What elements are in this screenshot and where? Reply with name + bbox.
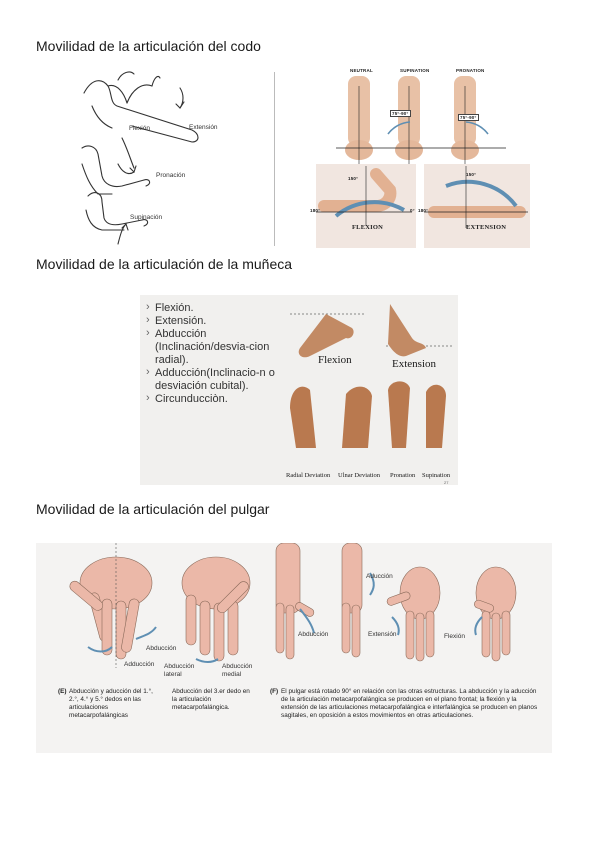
label-adduccion: Adducción <box>124 661 155 668</box>
label-ext-start: 180° <box>418 208 429 213</box>
label-abduccion-medial: Abducción medial <box>222 663 253 678</box>
wrist-bullet-item: › Adducción(Inclinacio-n o desviación cubital). <box>146 367 286 393</box>
label-wrist-flexion: Flexion <box>318 354 352 366</box>
label-deg-sup: 75°-90° <box>392 111 409 116</box>
label-deg-pro: 75°-90° <box>460 115 477 120</box>
wrist-bullet-item: › Abducción (Inclinación/desvia-cion radial). <box>146 328 286 367</box>
label-pronation-photo: PRONATION <box>456 68 485 73</box>
label-flex-end: 0° <box>410 208 415 213</box>
label-wrist-extension: Extension <box>392 358 436 370</box>
wrist-bullet-item: › Extensión. <box>146 315 286 328</box>
wrist-bullet-item: › Circunducciòn. <box>146 393 286 406</box>
label-neutral: NEUTRAL <box>350 68 373 73</box>
label-flex-start: 180° <box>310 208 321 213</box>
hand-photo-icon <box>286 298 456 484</box>
thumb-figure <box>36 543 552 753</box>
label-flexion: Flexión <box>129 125 150 132</box>
label-supination-wrist: Supination <box>422 472 451 479</box>
elbow-sketch-figure <box>72 68 232 250</box>
elbow-section-title: Movilidad de la articulación del codo <box>36 38 261 54</box>
label-supination-photo: SUPINATION <box>400 68 430 73</box>
hand-illustration-icon <box>36 543 552 693</box>
wrist-photos <box>286 298 456 484</box>
label-deg-ext: 150° <box>466 172 477 177</box>
caption-e-text: Abducción y aducción del 1.°, 2.°, 4.° y 5.° dedos en las articulaciones metacarpofalángicas <box>69 688 153 719</box>
label-abduccion: Abducción <box>146 645 177 652</box>
label-deg-flex: 150° <box>348 176 359 181</box>
caption-e-letter: (E) <box>58 688 67 695</box>
label-abduccion-lateral: Abducción lateral <box>164 663 195 678</box>
wrist-bullet-item: › Flexión. <box>146 302 286 315</box>
divider <box>274 72 275 246</box>
label-flexion-photo: FLEXION <box>352 224 384 231</box>
wrist-bullet-list <box>146 302 286 406</box>
label-ulnar-deviation: Ulnar Deviation <box>338 472 381 479</box>
label-flexion-right: Flexión <box>444 633 465 640</box>
label-pronation: Pronación <box>156 172 186 179</box>
elbow-photo-figure <box>306 66 534 250</box>
label-radial-deviation: Radial Deviation <box>286 472 331 479</box>
arm-photo-icon <box>306 66 534 250</box>
thumb-section-title: Movilidad de la articulación del pulgar <box>36 501 270 517</box>
label-extension-right: Extensión <box>368 631 397 638</box>
caption-e-text2: Abducción del 3.er dedo en la articulación metacarpofalángica. <box>172 688 250 711</box>
label-extension: Extensión <box>189 124 218 131</box>
wrist-section-title: Movilidad de la articulación de la muñeca <box>36 256 293 272</box>
label-supination: Supinación <box>130 214 163 221</box>
label-pronation-wrist: Pronation <box>390 472 416 479</box>
caption-f-text: El pulgar está rotado 90° en relación con las otras estructuras. La abducción y la aducción de la articulación metacarpofalángica se producen en el plano frontal; la flexión y la extensión de las articulaciones metacarpofalángica e interfalángica se producen en planos sagitales, en oposición a estos movimientos en otras articulaciones. <box>281 688 538 719</box>
label-extension-photo: EXTENSION <box>466 224 507 231</box>
page-number: 27 <box>444 480 449 485</box>
label-abduccion-right: Abducción <box>298 631 329 638</box>
label-aduccion-right: Aducción <box>366 573 393 580</box>
arm-sketch-icon <box>72 68 232 250</box>
caption-f-letter: (F) <box>270 688 279 695</box>
